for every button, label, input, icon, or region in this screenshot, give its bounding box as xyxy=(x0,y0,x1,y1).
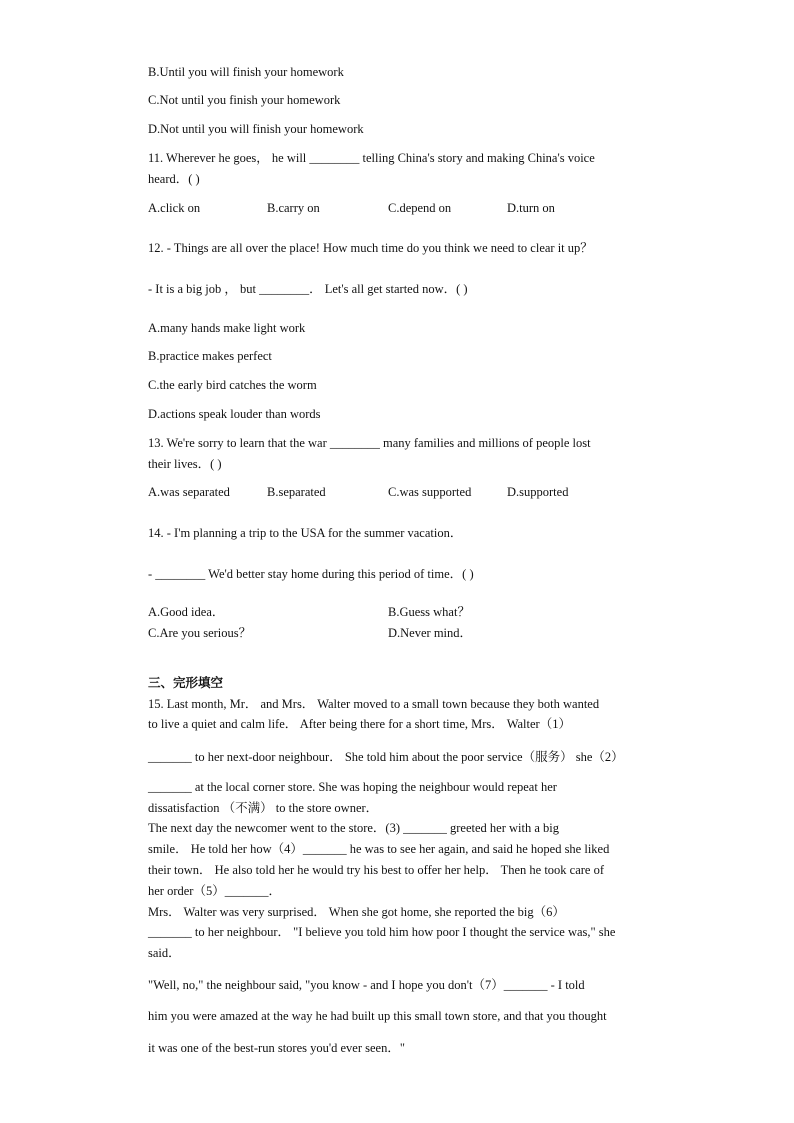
passage-line: _______ to her neighbour． "I believe you told him how poor I thought the service was," she xyxy=(148,925,616,939)
passage-line: "Well, no," the neighbour said, "you know - and I hope you don't（7）_______ - I told xyxy=(148,978,585,992)
passage-line: Mrs． Walter was very surprised． When she got home, she reported the big（6） xyxy=(148,905,565,919)
q10-option-c: C.Not until you finish your homework xyxy=(148,93,341,107)
q13-option-c: C.was supported xyxy=(388,485,472,499)
passage-line: her order（5）_______． xyxy=(148,884,281,898)
passage-line: to live a quiet and calm life． After being there for a short time, Mrs． Walter（1） xyxy=(148,717,571,731)
q13-stem-line2: their lives．( ) xyxy=(148,457,222,471)
passage-line: smile． He told her how（4）_______ he was to see her again, and said he hoped she liked xyxy=(148,842,610,856)
q11-option-a: A.click on xyxy=(148,201,201,215)
q12-option-b: B.practice makes perfect xyxy=(148,349,272,363)
q11-option-b: B.carry on xyxy=(267,201,320,215)
q12-option-c: C.the early bird catches the worm xyxy=(148,378,317,392)
passage-line: their town． He also told her he would try his best to offer her help． Then he took care of xyxy=(148,863,605,877)
section-heading-cloze: 三、完形填空 xyxy=(148,676,224,690)
q13-stem-line1: 13. We're sorry to learn that the war ________ many families and millions of people lost xyxy=(148,436,591,450)
passage-line: it was one of the best-run stores you'd ever seen．" xyxy=(148,1041,405,1055)
q12-stem-line2: - It is a big job ， but ________． Let's all get started now．( ) xyxy=(148,282,468,296)
passage-line: _______ to her next-door neighbour． She told him about the poor service（服务） she（2） xyxy=(148,750,624,764)
passage-line: The next day the newcomer went to the store．(3) _______ greeted her with a big xyxy=(148,821,559,835)
q13-option-b: B.separated xyxy=(267,485,326,499)
passage-line: 15. Last month, Mr． and Mrs． Walter moved to a small town because they both wanted xyxy=(148,697,600,711)
q12-option-d: D.actions speak louder than words xyxy=(148,407,321,421)
q12-option-a: A.many hands make light work xyxy=(148,321,306,335)
q11-stem-line2: heard．( ) xyxy=(148,172,200,186)
q11-option-c: C.depend on xyxy=(388,201,452,215)
q13-option-a: A.was separated xyxy=(148,485,230,499)
q14-option-b: B.Guess what？ xyxy=(388,605,470,619)
q13-option-d: D.supported xyxy=(507,485,569,499)
passage-line: said． xyxy=(148,946,181,960)
q14-option-d: D.Never mind． xyxy=(388,626,473,640)
q14-stem-line1: 14. - I'm planning a trip to the USA for the summer vacation． xyxy=(148,526,463,540)
passage-line: _______ at the local corner store. She was hoping the neighbour would repeat her xyxy=(148,780,557,794)
q12-stem-line1: 12. - Things are all over the place! How much time do you think we need to clear it up？ xyxy=(148,241,593,255)
q14-stem-line2: - ________ We'd better stay home during this period of time．( ) xyxy=(148,567,474,581)
q14-option-c: C.Are you serious？ xyxy=(148,626,252,640)
passage-line: him you were amazed at the way he had built up this small town store, and that you thought xyxy=(148,1009,607,1023)
q11-option-d: D.turn on xyxy=(507,201,555,215)
q10-option-b: B.Until you will finish your homework xyxy=(148,65,344,79)
q14-option-a: A.Good idea． xyxy=(148,605,225,619)
q11-stem-line1: 11. Wherever he goes， he will ________ telling China's story and making China's voice xyxy=(148,151,595,165)
passage-line: dissatisfaction （不满） to the store owner． xyxy=(148,801,379,815)
q10-option-d: D.Not until you will finish your homework xyxy=(148,122,364,136)
